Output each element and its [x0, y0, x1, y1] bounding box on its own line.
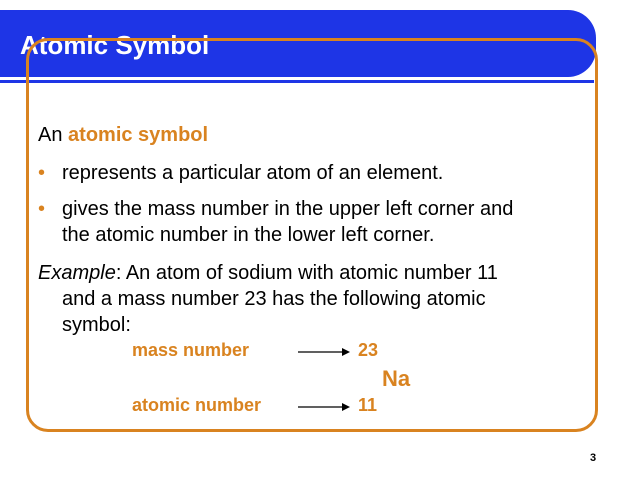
intro-prefix: An [38, 124, 63, 146]
example-text-1: : An atom of sodium with atomic number 11 [115, 262, 498, 284]
atomic-number-value: 11 [358, 395, 378, 415]
example-line-1 [38, 262, 498, 285]
atomic-arrow-icon [298, 401, 350, 413]
atomic-number-label: atomic number [132, 395, 262, 415]
slide-title: Atomic Symbol [20, 30, 210, 60]
page-number: 3 [590, 452, 597, 464]
bullet-icon: • [38, 198, 46, 220]
element-symbol: Na [382, 366, 411, 391]
mass-number-value: 23 [358, 340, 379, 360]
bullet-1: represents a particular atom of an element. [62, 162, 444, 184]
example-line-2: and a mass number 23 has the following atomic [62, 288, 486, 310]
intro-highlight: atomic symbol [68, 124, 209, 146]
example-label: Example [38, 262, 116, 284]
bullet-icon: • [38, 162, 46, 184]
mass-arrow-icon [298, 346, 350, 358]
mass-number-label: mass number [132, 340, 250, 360]
bullet-2-continued: the atomic number in the lower left corner. [62, 224, 435, 246]
example-line-3: symbol: [62, 314, 131, 336]
bullet-2: gives the mass number in the upper left corner and [62, 198, 514, 220]
intro-line [38, 124, 208, 147]
